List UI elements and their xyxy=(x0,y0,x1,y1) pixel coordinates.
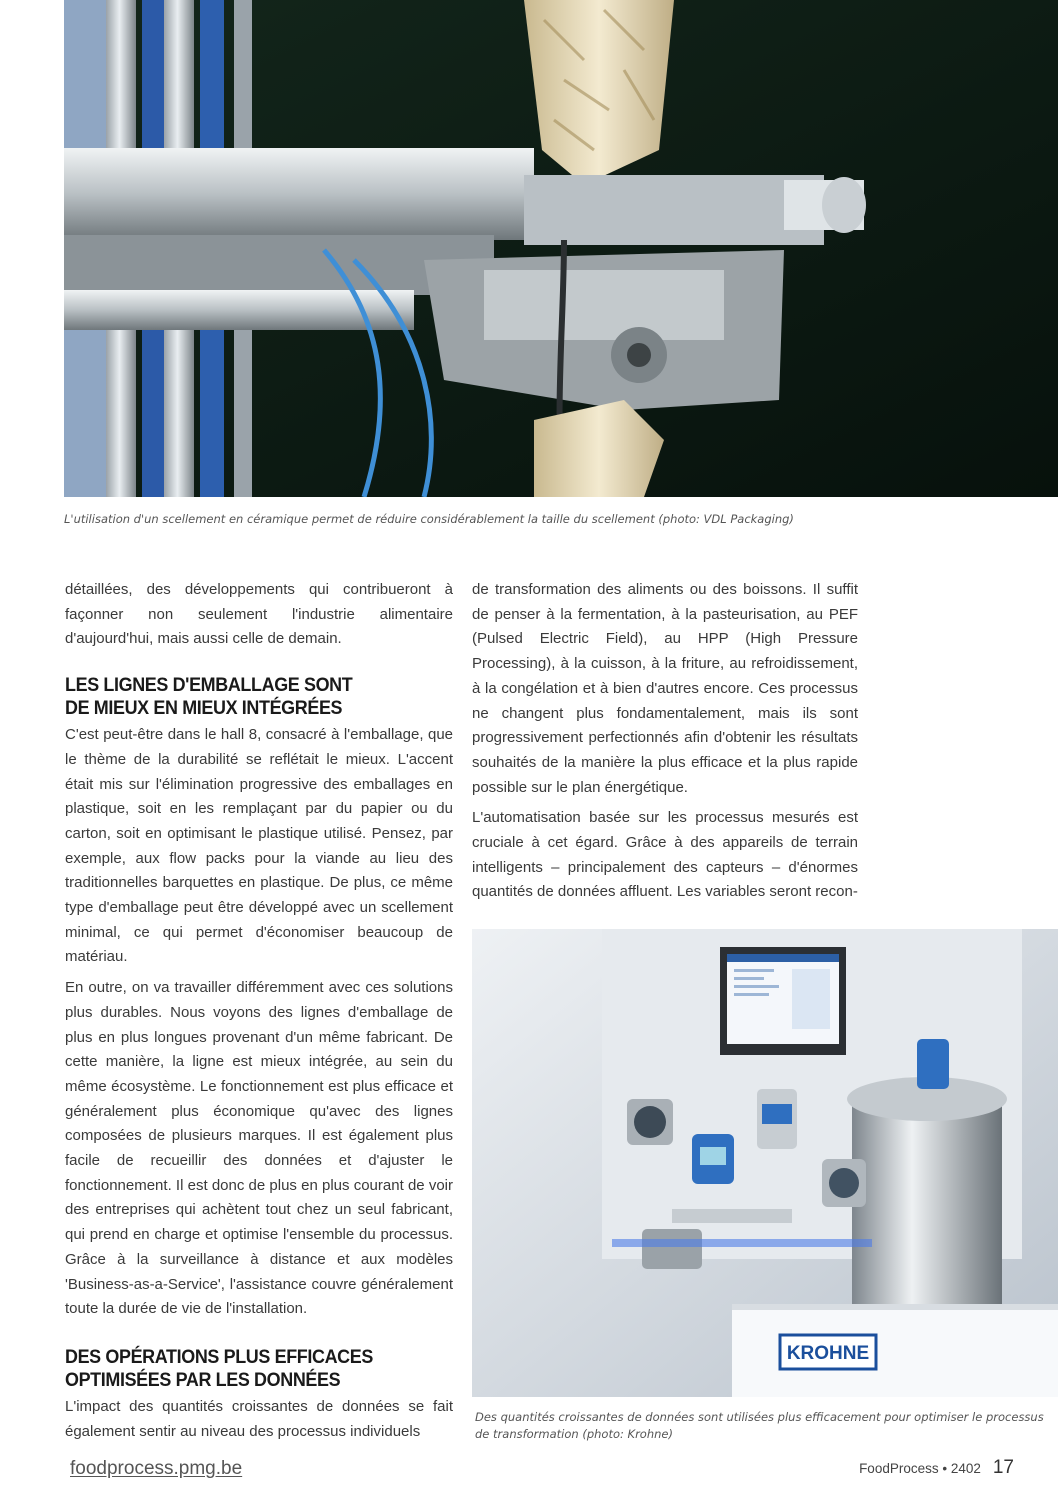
krohne-instruments-illustration xyxy=(472,929,1058,1397)
heading-line: DES OPÉRATIONS PLUS EFFICACES xyxy=(65,1345,373,1368)
paragraph: En outre, on va travailler différemment avec ces solutions plus durables. Nous voyons des lignes d'emballage de plus en plus longues provenant d'un même fabricant. De cette manière, la ligne est mieux intégrée, au sein du même écosystème. Le fonctionnement est plus efficace et généralement plus économique qu'avec des lignes composées de plusieurs marques. Il est également plus facile de recueillir des données et d'ajuster le fonctionnement. Il est donc de plus en plus courant de voir des entreprises qui achètent tout chez un seul fabricant, qui prend en charge et optimise l'ensemble du processus. Grâce à la surveillance à distance et aux modèles 'Business-as-a-Service', l'assistance couvre généralement toute la durée de vie de l'installation. xyxy=(65,979,453,1318)
paragraph-intro: détaillées, des développements qui contribueront à façonner non seulement l'industrie alimentaire d'aujourd'hui, mais aussi celle de demain. xyxy=(65,581,453,648)
article-column-right xyxy=(472,578,858,905)
paragraph: de transformation des aliments ou des boissons. Il suffit de penser à la fermentation, à la pasteurisation, au PEF (Pulsed Electric Field), au HPP (High Pressure Processing), à la cuisson, à la friture, au refroidissement, à la congélation et à bien d'autres encore. Ces processus ne changent plus fondamentalement, mais ils sont progressivement perfectionnés afin d'obtenir les résultats souhaités de la manière la plus efficace et la plus rapide possible sur le plan énergétique. xyxy=(472,581,858,796)
footer-issue-info xyxy=(859,1457,1014,1479)
footer-magazine-issue: FoodProcess • 2402 xyxy=(859,1461,981,1476)
page-number: 17 xyxy=(992,1457,1014,1478)
heading-line: OPTIMISÉES PAR LES DONNÉES xyxy=(65,1368,341,1391)
krohne-logo-text: KROHNE xyxy=(786,1343,870,1364)
section-heading-data xyxy=(65,1346,453,1392)
photo-sealing-machine xyxy=(64,0,1058,497)
footer-website-link[interactable]: foodprocess.pmg.be xyxy=(70,1458,243,1479)
paragraph: C'est peut-être dans le hall 8, consacré à l'emballage, que le thème de la durabilité se reflétait le mieux. L'accent était mis sur l'élimination progressive des emballages en plastique, soit en les remplaçant par du papier ou du carton, soit en optimisant le plastique utilisé. Pensez, par exemple, aux flow packs pour la viande au lieu des traditionnelles barquettes en plastique. De plus, ce même type d'emballage peut être développé avec un scellement minimal, ce qui permet d'économiser beaucoup de matériau. xyxy=(65,726,453,966)
heading-line: LES LIGNES D'EMBALLAGE SONT xyxy=(65,674,353,697)
heading-line: DE MIEUX EN MIEUX INTÉGRÉES xyxy=(65,697,343,720)
paragraph: L'impact des quantités croissantes de données se fait également sentir au niveau des processus individuels xyxy=(65,1397,453,1440)
paragraph: L'automatisation basée sur les processus mesurés est cruciale à cet égard. Grâce à des appareils de terrain intelligents – principalement des capteurs – d'énormes quantités de données affluent. Les variables seront recon- xyxy=(472,809,858,901)
photo-krohne-instruments xyxy=(472,929,1058,1397)
section-heading-packaging xyxy=(65,674,453,720)
article-column-left xyxy=(65,578,453,1444)
sealing-machine-illustration xyxy=(64,0,1058,497)
photo-caption-top: L'utilisation d'un scellement en céramique permet de réduire considérablement la taille du scellement (photo: VDL Packaging) xyxy=(64,512,794,526)
photo-caption-bottom: Des quantités croissantes de données sont utilisées plus efficacement pour optimiser le processus de transformation (photo: Krohne) xyxy=(475,1410,1044,1441)
